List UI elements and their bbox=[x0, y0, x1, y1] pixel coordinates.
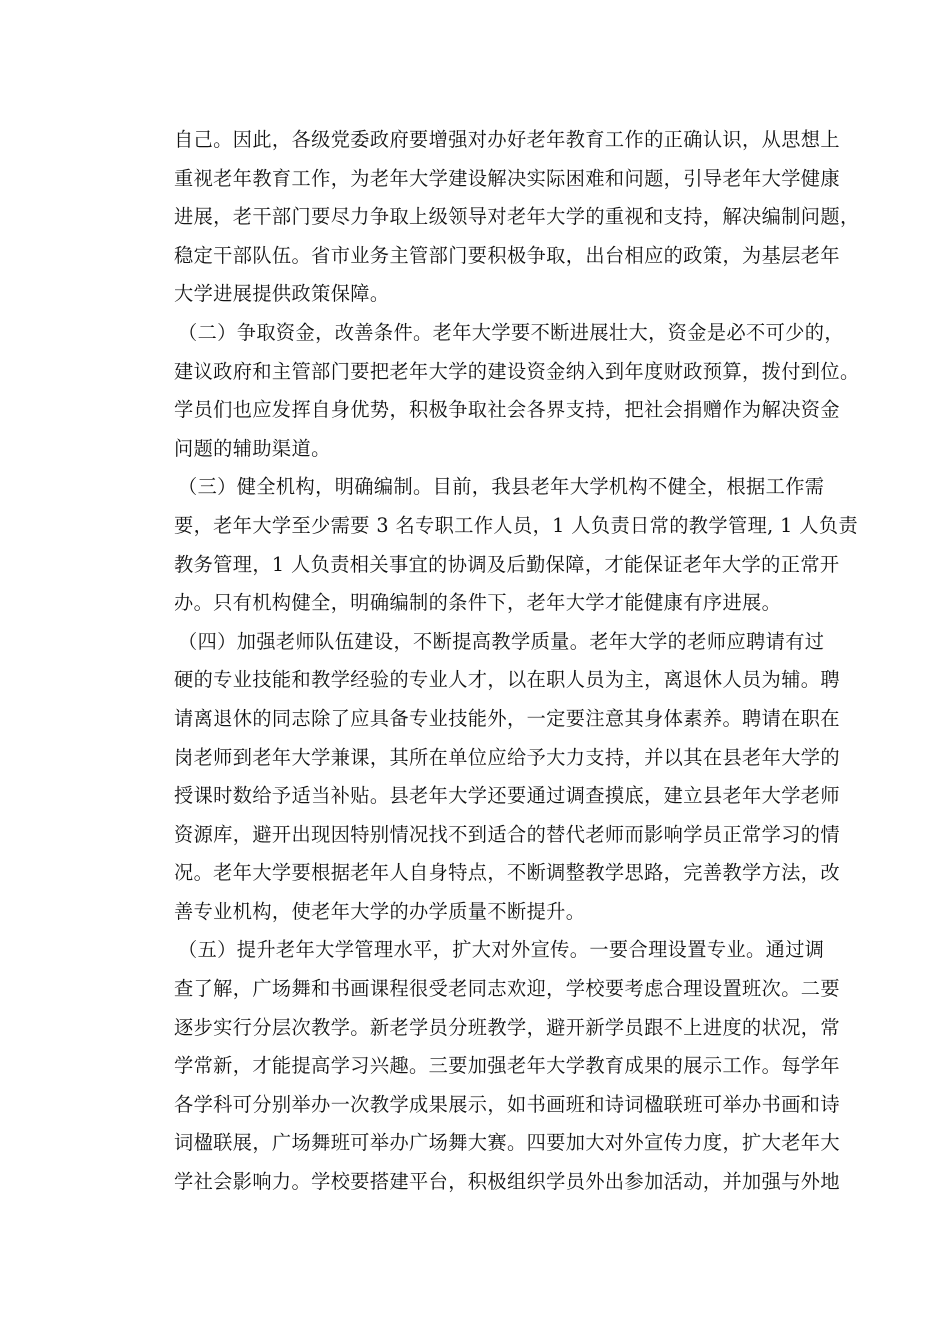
body-text bbox=[174, 121, 860, 1202]
text-line: 教务管理，1 人负责相关事宜的协调及后勤保障，才能保证老年大学的正常开 bbox=[174, 552, 840, 576]
text-line: 资源库，避开出现因特别情况找不到适合的替代老师而影响学员正常学习的情 bbox=[174, 822, 840, 846]
text-line: 况。老年大学要根据老年人自身特点，不断调整教学思路，完善教学方法，改 bbox=[174, 861, 840, 885]
text-line: 逐步实行分层次教学。新老学员分班教学，避开新学员跟不上进度的状况，常 bbox=[174, 1015, 840, 1039]
text-line: 办。只有机构健全，明确编制的条件下，老年大学才能健康有序进展。 bbox=[174, 591, 782, 615]
text-line: 重视老年教育工作，为老年大学建设解决实际困难和问题，引导老年大学健康 bbox=[174, 166, 840, 190]
text-line: 自己。因此，各级党委政府要增强对办好老年教育工作的正确认识，从思想上 bbox=[174, 128, 840, 151]
text-line: 硬的专业技能和教学经验的专业人才，以在职人员为主，离退休人员为辅。聘 bbox=[174, 668, 840, 692]
text-line: 各学科可分别举办一次教学成果展示，如书画班和诗词楹联班可举办书画和诗 bbox=[174, 1092, 840, 1116]
section-heading-line-5: （五）提升老年大学管理水平，扩大对外宣传。一要合理设置专业。通过调 bbox=[178, 938, 825, 962]
section-heading-line-3: （三）健全机构，明确编制。目前，我县老年大学机构不健全，根据工作需 bbox=[178, 475, 825, 499]
text-line: 问题的辅助渠道。 bbox=[174, 436, 331, 460]
text-line: 学社会影响力。学校要搭建平台，积极组织学员外出参加活动，并加强与外地 bbox=[174, 1170, 840, 1194]
text-line: 善专业机构，使老年大学的办学质量不断提升。 bbox=[174, 899, 586, 923]
text-line: 授课时数给予适当补贴。县老年大学还要通过调查摸底，建立县老年大学老师 bbox=[174, 784, 840, 808]
text-line: 学常新，才能提高学习兴趣。三要加强老年大学教育成果的展示工作。每学年 bbox=[174, 1054, 840, 1078]
text-line: 建议政府和主管部门要把老年大学的建设资金纳入到年度财政预算，拨付到位。 bbox=[174, 359, 860, 383]
section-heading-line-4: （四）加强老师队伍建设，不断提高教学质量。老年大学的老师应聘请有过 bbox=[178, 629, 825, 653]
text-line: 要，老年大学至少需要 3 名专职工作人员，1 人负责日常的教学管理, 1 人负责 bbox=[174, 513, 859, 537]
section-heading-line-2: （二）争取资金，改善条件。老年大学要不断进展壮大，资金是必不可少的， bbox=[178, 320, 844, 344]
text-line: 稳定干部队伍。省市业务主管部门要积极争取，出台相应的政策，为基层老年 bbox=[174, 243, 840, 267]
text-line: 大学进展提供政策保障。 bbox=[174, 282, 390, 306]
text-line: 请离退休的同志除了应具备专业技能外，一定要注意其身体素养。聘请在职在 bbox=[174, 706, 840, 730]
text-line: 进展，老干部门要尽力争取上级领导对老年大学的重视和支持，解决编制问题， bbox=[174, 205, 860, 229]
text-line: 查了解，广场舞和书画课程很受老同志欢迎，学校要考虑合理设置班次。二要 bbox=[174, 977, 840, 1001]
text-line: 词楹联展，广场舞班可举办广场舞大赛。四要加大对外宣传力度，扩大老年大 bbox=[174, 1131, 840, 1155]
text-line: 学员们也应发挥自身优势，积极争取社会各界支持，把社会捐赠作为解决资金 bbox=[174, 398, 840, 422]
text-line: 岗老师到老年大学兼课，其所在单位应给予大力支持，并以其在县老年大学的 bbox=[174, 745, 840, 769]
